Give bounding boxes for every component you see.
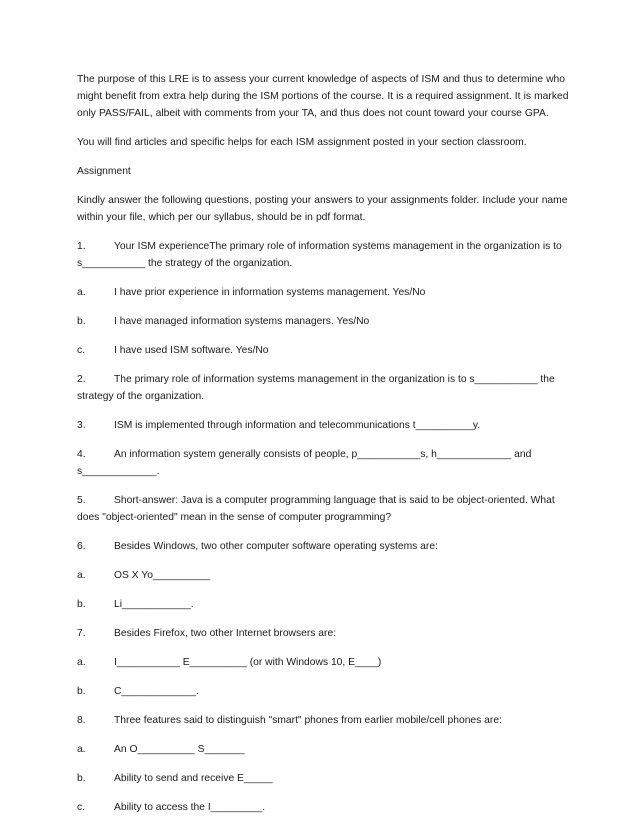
question-item [77,683,572,700]
question-item [77,238,572,272]
item-text: OS X Yo__________ [114,570,211,581]
question-item [77,625,572,642]
item-text: Three features said to distinguish "smart" phones from earlier mobile/cell phones are: [114,715,502,726]
question-item [77,654,572,671]
item-number: a. [77,287,86,298]
question-item [77,741,572,758]
question-item [77,712,572,729]
item-text: Your ISM experienceThe primary role of information systems management in the organization is to s___________ the strategy of the organization. [77,241,562,269]
item-text: I___________ E__________ (or with Windows 10, E____) [114,657,382,668]
item-text: Ability to send and receive E_____ [114,773,273,784]
item-number: c. [77,345,86,356]
question-item [77,596,572,613]
item-text: C_____________. [114,686,199,697]
item-number: 1. [77,241,86,252]
item-number: c. [77,802,86,813]
question-item [77,799,572,816]
assignment-heading: Assignment [77,166,131,177]
resources-paragraph: You will find articles and specific helps for each ISM assignment posted in your section classroom. [77,137,527,148]
item-text: ISM is implemented through information and telecommunications t__________y. [114,420,481,431]
item-text: An information system generally consists of people, p___________s, h_____________ and s_____________. [77,449,532,477]
question-item [77,492,572,526]
question-item [77,770,572,787]
question-item [77,538,572,555]
item-number: a. [77,657,86,668]
item-text: Short-answer: Java is a computer programming language that is said to be object-oriented. What does "object-oriented" mean in the sense of computer programming? [77,495,555,523]
question-item [77,446,572,480]
item-number: b. [77,686,86,697]
item-number: 4. [77,449,86,460]
item-text: I have prior experience in information systems management. Yes/No [114,287,426,298]
item-number: 2. [77,374,86,385]
intro-paragraph: The purpose of this LRE is to assess your current knowledge of aspects of ISM and thus to determine who might benefit from extra help during the ISM portions of the course. It is a required assignment. It is marked only PASS/FAIL, albeit with comments from your TA, and thus does not count toward your course GPA. [77,74,569,119]
question-item [77,567,572,584]
item-number: 6. [77,541,86,552]
instructions-paragraph: Kindly answer the following questions, posting your answers to your assignments folder. Include your name within your file, which per our syllabus, should be in pdf format. [77,195,568,223]
item-text: An O__________ S_______ [114,744,245,755]
item-number: 8. [77,715,86,726]
item-number: 7. [77,628,86,639]
question-item [77,342,572,359]
question-item [77,284,572,301]
question-item [77,371,572,405]
item-number: a. [77,570,86,581]
item-text: I have managed information systems managers. Yes/No [114,316,370,327]
question-item [77,417,572,434]
item-number: 5. [77,495,86,506]
item-text: I have used ISM software. Yes/No [114,345,269,356]
document-body [77,71,572,828]
item-number: 3. [77,420,86,431]
item-text: Ability to access the I_________. [114,802,266,813]
item-number: b. [77,773,86,784]
item-number: a. [77,744,86,755]
item-text: The primary role of information systems management in the organization is to s___________ the strategy of the organization. [77,374,555,402]
item-number: b. [77,599,86,610]
item-text: Li____________. [114,599,194,610]
item-text: Besides Windows, two other computer software operating systems are: [114,541,438,552]
question-item [77,313,572,330]
item-text: Besides Firefox, two other Internet browsers are: [114,628,337,639]
item-number: b. [77,316,86,327]
